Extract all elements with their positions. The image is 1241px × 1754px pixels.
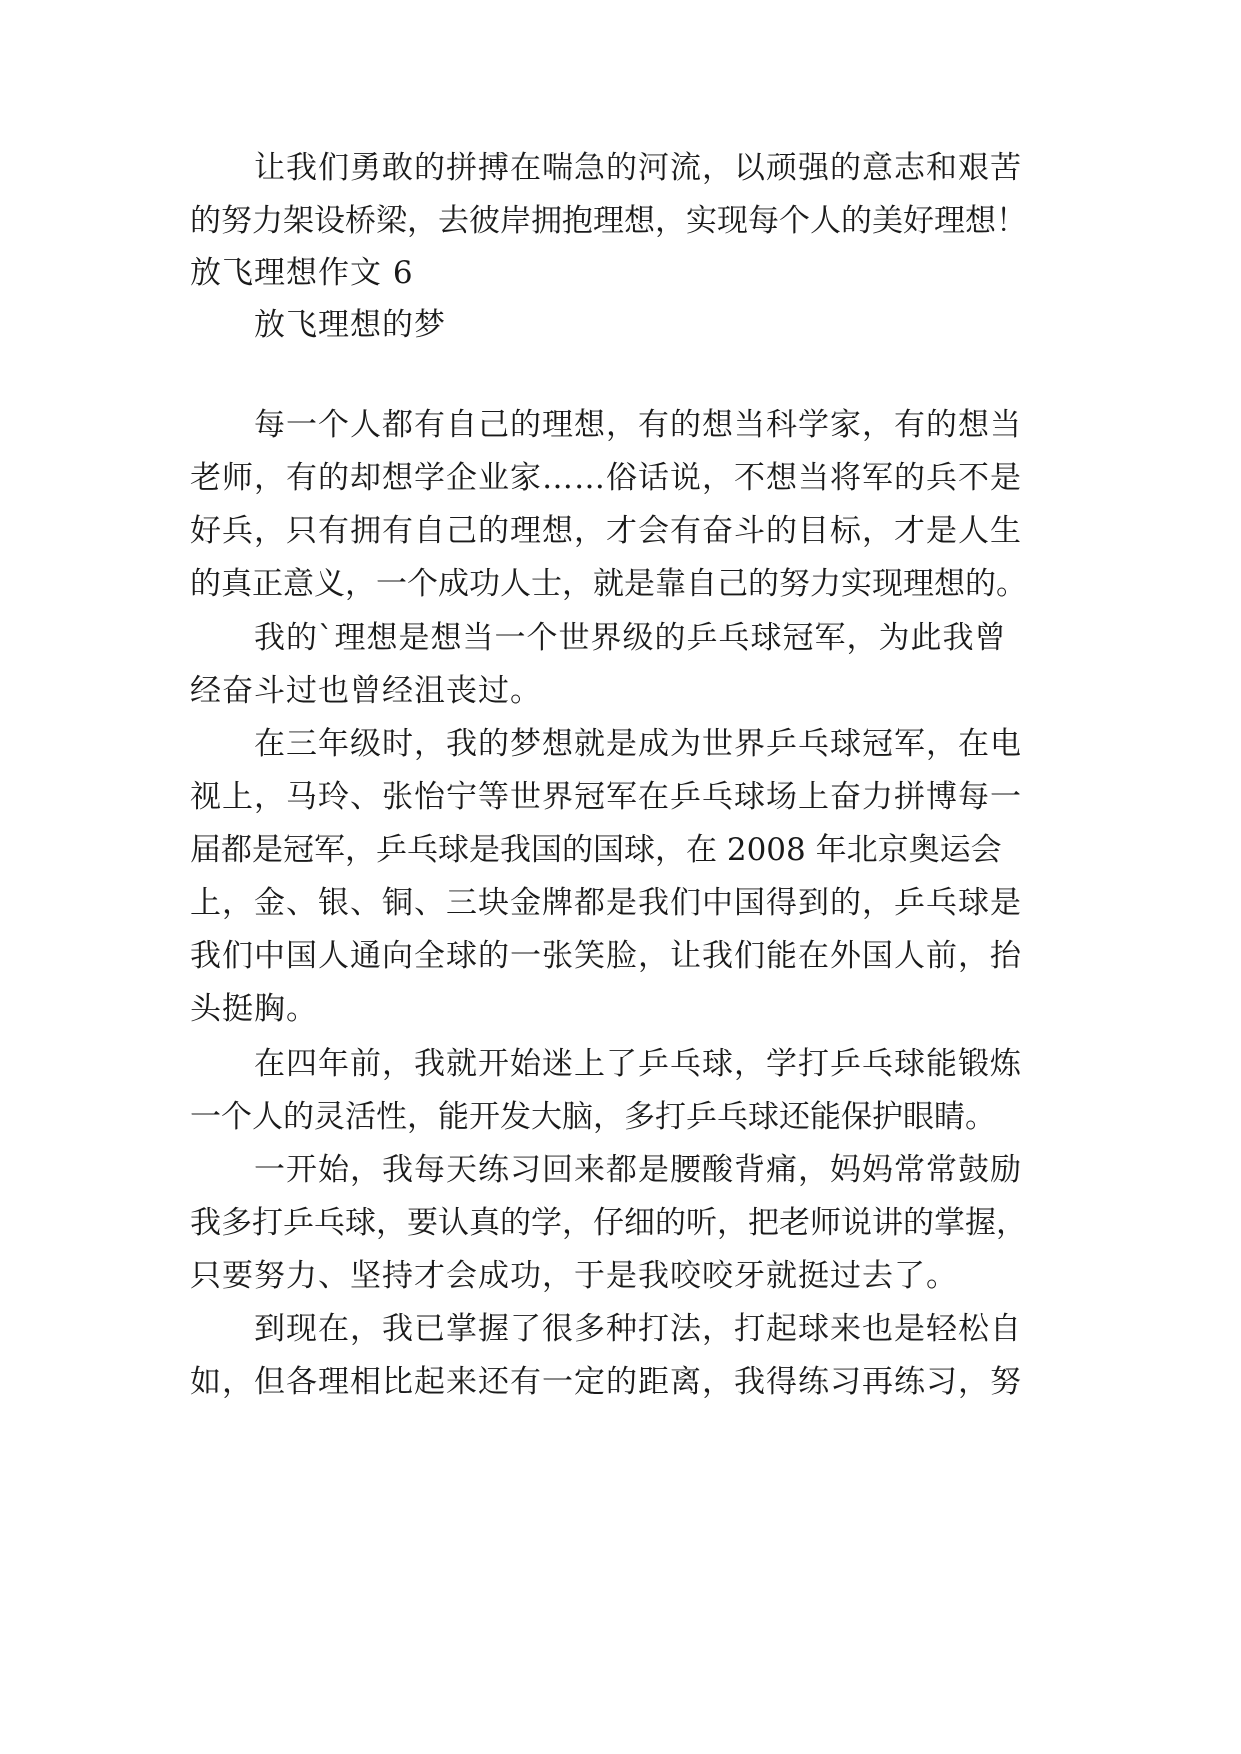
text-line: 好兵，只有拥有自己的理想，才会有奋斗的目标，才是人生 — [190, 513, 1022, 549]
text-line: 一个人的灵活性，能开发大脑，多打乒乓球还能保护眼睛。 — [190, 1099, 996, 1135]
text-line: 经奋斗过也曾经沮丧过。 — [190, 673, 542, 709]
text-line: 只要努力、坚持才会成功，于是我咬咬牙就挺过去了。 — [190, 1258, 958, 1294]
text-line: 的努力架设桥梁，去彼岸拥抱理想，实现每个人的美好理想！ — [190, 203, 1027, 239]
text-line: 上，金、银、铜、三块金牌都是我们中国得到的，乒乓球是 — [190, 885, 1022, 921]
text-line: 在四年前，我就开始迷上了乒乓球，学打乒乓球能锻炼 — [254, 1046, 1022, 1082]
text-line: 我们中国人通向全球的一张笑脸，让我们能在外国人前，抬 — [190, 938, 1022, 974]
text-line: 我的`理想是想当一个世界级的乒乓球冠军，为此我曾 — [254, 620, 1007, 656]
essay-title: 放飞理想的梦 — [254, 307, 446, 343]
text-line: 如，但各理相比起来还有一定的距离，我得练习再练习，努 — [190, 1364, 1022, 1400]
text-line: 视上，马玲、张怡宁等世界冠军在乒乓球场上奋力拼博每一 — [190, 779, 1022, 815]
section-heading: 放飞理想作文 6 — [190, 255, 414, 291]
text-line: 到现在，我已掌握了很多种打法，打起球来也是轻松自 — [254, 1311, 1022, 1347]
text-line: 届都是冠军，乒乓球是我国的国球，在 2008 年北京奥运会 — [190, 832, 1002, 868]
text-line: 让我们勇敢的拼搏在喘急的河流，以顽强的意志和艰苦 — [254, 150, 1022, 186]
text-line: 头挺胸。 — [190, 991, 318, 1027]
text-line: 的真正意义，一个成功人士，就是靠自己的努力实现理想的。 — [190, 566, 1027, 602]
text-line: 我多打乒乓球，要认真的学，仔细的听，把老师说讲的掌握， — [190, 1205, 1027, 1241]
text-line: 一开始，我每天练习回来都是腰酸背痛，妈妈常常鼓励 — [254, 1152, 1022, 1188]
text-line: 每一个人都有自己的理想，有的想当科学家，有的想当 — [254, 407, 1022, 443]
text-line: 老师，有的却想学企业家……俗话说，不想当将军的兵不是 — [190, 460, 1022, 496]
text-line: 在三年级时，我的梦想就是成为世界乒乓球冠军，在电 — [254, 726, 1022, 762]
